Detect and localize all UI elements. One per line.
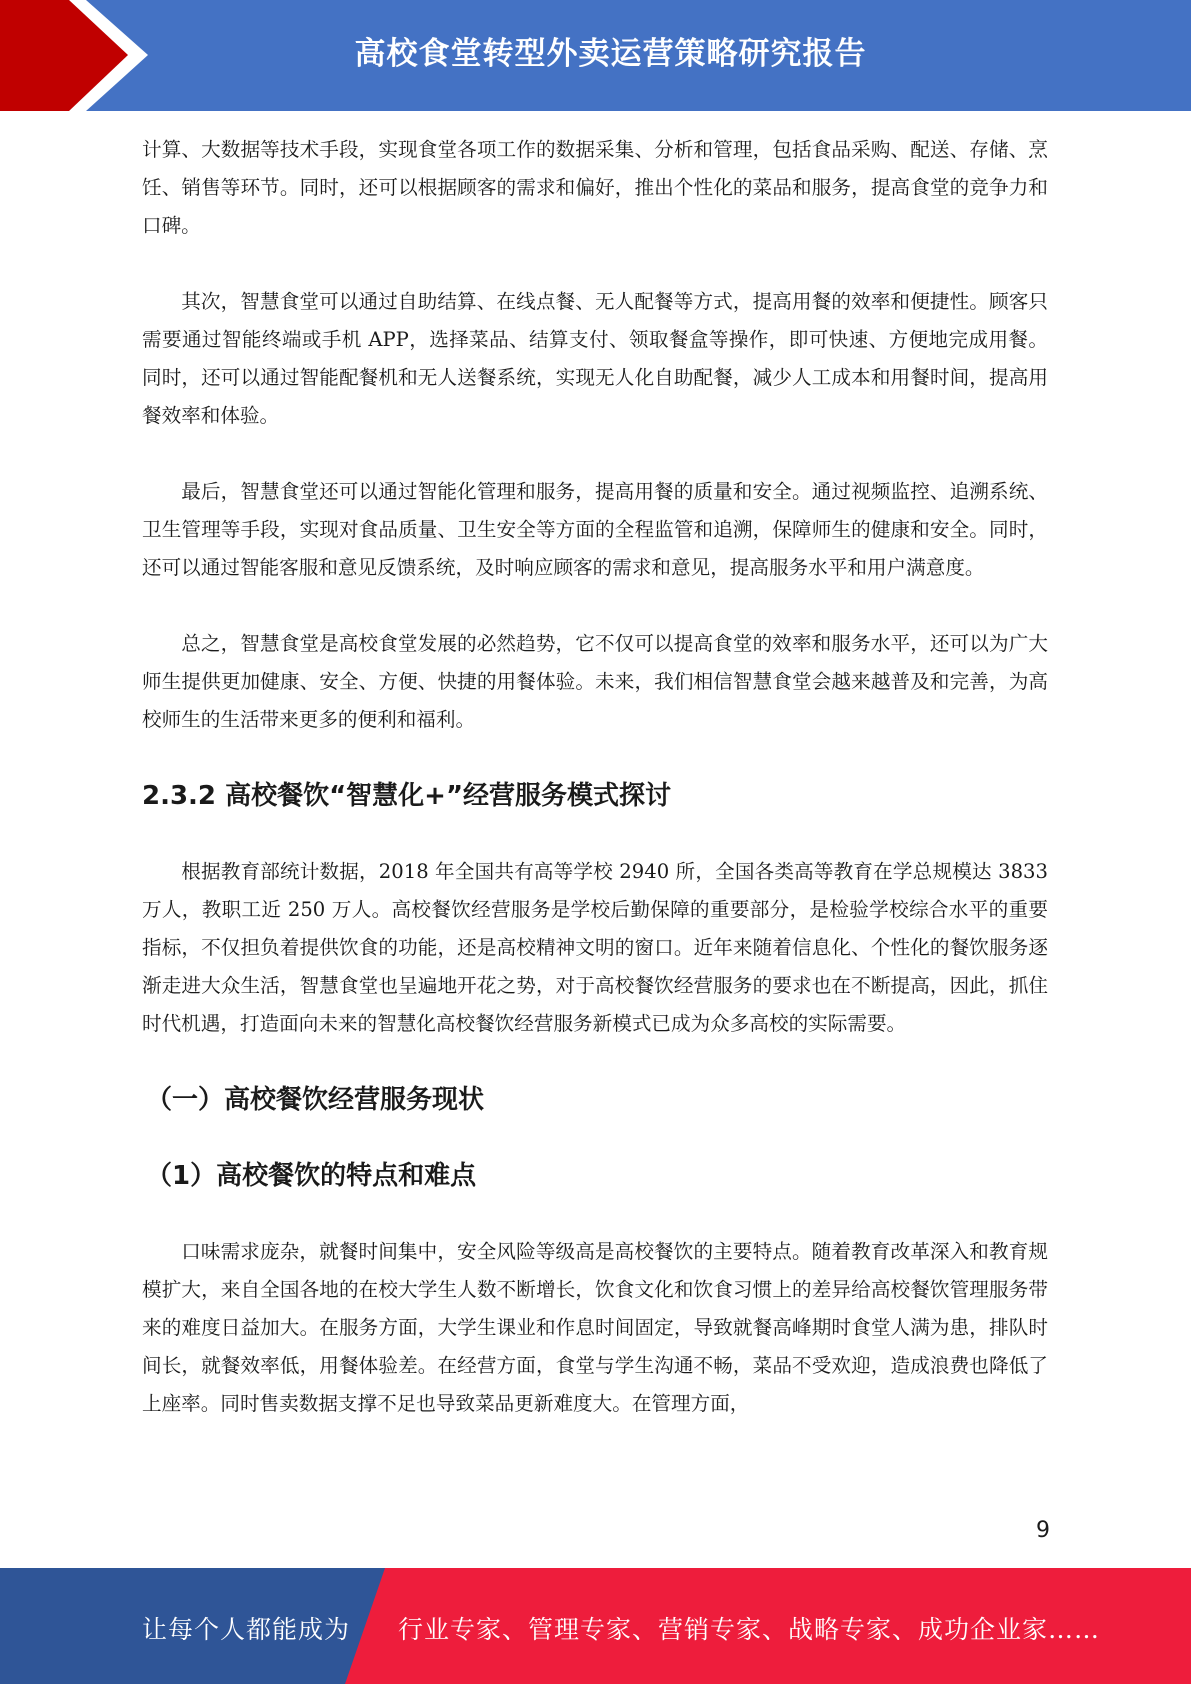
paragraph: 最后，智慧食堂还可以通过智能化管理和服务，提高用餐的质量和安全。通过视频监控、追溯系统、卫生管理等手段，实现对食品质量、卫生安全等方面的全程监管和追溯，保障师生的健康和安全。同时，还可以通过智能客服和意见反馈系统，及时响应顾客的需求和意见，提高服务水平和用户满意度。 — [142, 480, 1048, 579]
page-footer — [0, 1568, 1191, 1684]
paragraph: 其次，智慧食堂可以通过自助结算、在线点餐、无人配餐等方式，提高用餐的效率和便捷性。顾客只需要通过智能终端或手机 APP，选择菜品、结算支付、领取餐盒等操作，即可快速、方便地完成用餐。同时，还可以通过智能配餐机和无人送餐系统，实现无人化自助配餐，减少人工成本和用餐时间，提高用餐效率和体验。 — [142, 290, 1048, 427]
paragraph: 计算、大数据等技术手段，实现食堂各项工作的数据采集、分析和管理，包括食品采购、配送、存储、烹饪、销售等环节。同时，还可以根据顾客的需求和偏好，推出个性化的菜品和服务，提高食堂的竞争力和口碑。 — [142, 138, 1048, 237]
section-heading: 2.3.2 高校餐饮“智慧化+”经营服务模式探讨 — [142, 781, 672, 811]
subsection-heading: （1）高校餐饮的特点和难点 — [146, 1161, 477, 1191]
page-header — [0, 0, 1191, 111]
subsection-heading: （一）高校餐饮经营服务现状 — [146, 1085, 485, 1115]
footer-slogan-right: 行业专家、管理专家、营销专家、战略专家、成功企业家…… — [398, 1615, 1101, 1644]
report-title: 高校食堂转型外卖运营策略研究报告 — [354, 36, 867, 72]
paragraph: 总之，智慧食堂是高校食堂发展的必然趋势，它不仅可以提高食堂的效率和服务水平，还可以为广大师生提供更加健康、安全、方便、快捷的用餐体验。未来，我们相信智慧食堂会越来越普及和完善，为高校师生的生活带来更多的便利和福利。 — [142, 632, 1048, 731]
page-content — [142, 131, 1048, 1461]
page-number: 9 — [1036, 1518, 1050, 1543]
footer-slogan-left: 让每个人都能成为 — [142, 1615, 351, 1644]
paragraph: 口味需求庞杂，就餐时间集中，安全风险等级高是高校餐饮的主要特点。随着教育改革深入和教育规模扩大，来自全国各地的在校大学生人数不断增长，饮食文化和饮食习惯上的差异给高校餐饮管理服务带来的难度日益加大。在服务方面，大学生课业和作息时间固定，导致就餐高峰期时食堂人满为患，排队时间长，就餐效率低，用餐体验差。在经营方面，食堂与学生沟通不畅，菜品不受欢迎，造成浪费也降低了上座率。同时售卖数据支撑不足也导致菜品更新难度大。在管理方面， — [142, 1240, 1048, 1415]
paragraph: 根据教育部统计数据，2018 年全国共有高等学校 2940 所，全国各类高等教育在学总规模达 3833 万人，教职工近 250 万人。高校餐饮经营服务是学校后勤保障的重要部分，是检验学校综合水平的重要指标，不仅担负着提供饮食的功能，还是高校精神文明的窗口。近年来随着信息化、个性化的餐饮服务逐渐走进大众生活，智慧食堂也呈遍地开花之势，对于高校餐饮经营服务的要求也在不断提高，因此，抓住时代机遇，打造面向未来的智慧化高校餐饮经营服务新模式已成为众多高校的实际需要。 — [142, 860, 1048, 1035]
